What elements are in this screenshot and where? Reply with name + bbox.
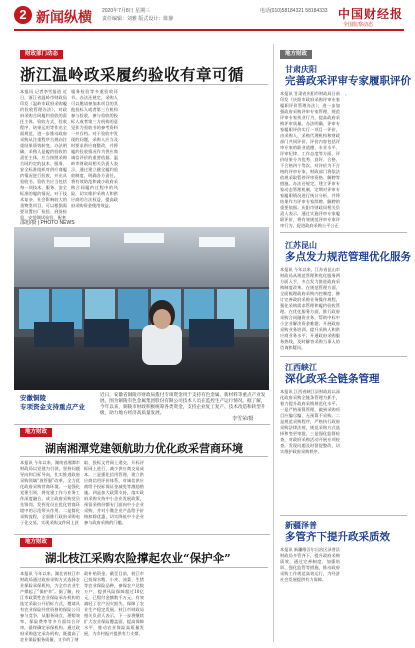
paper-name: 中国财经报 [338, 7, 404, 21]
page-number-badge: 2 [14, 6, 32, 24]
gansu-body-col-2: 。 [345, 91, 350, 96]
hunan-body-col-3 [148, 460, 208, 530]
section-tag: 地方财政 [20, 538, 52, 547]
lead-body-col-4 [173, 89, 220, 222]
hubei-body-col-1: 本报讯 今年以来，湖北省枝江市财政局通过政府采购方式选择农业保险承保机构，为全市农业生产撑起了“保护伞”。据了解，枝江市政策性农业保险承办机构的选定采取公开招标方式，邀请具有农业保险经营资格的保险公司参与竞争，从服务网点、理赔效率、保险费率等多方面综合评审，最终确定承保机构。通过政府采购选定承办机构，既提高了农业保险服务质量，又节约了财 [20, 571, 80, 642]
lead-body-col-1: 本报讯 记者李雪报道 近日，浙江省温岭市财政局印发《温岭市政府采购履约验收管理办法》，对政府采购合同履约验收的责任主体、验收方式、验收程序、结果运用等作出全面规范，进一步推动政府采购从注重程序合规向注重结果绩效转变。办法明确，采购人是履约验收的责任主体，应当按照采购合同约定的技术、服务、安全标准组织对供应商履约情况进行验收，并出具验收书。验收书应当包括每一项技术、服务、安全标准的履约情况。对于技术复杂、社会影响较大的货物类项目，可以根据需要设置出厂检验、到货检验、安装调试检验、配套 [20, 89, 67, 220]
hunan-body-col-1: 本报讯 今年以来，湖南省湘潭市财政局以党建为引领，坚持问题导向和目标导向，扎实推进政府采购领域“放管服”改革，全力优化政府采购营商环境。一是强化党建引领，将党建工作与业务工作深度融合，成立政府采购党员先锋岗，发挥党员在优化营商环境中的示范带头作用。二是简化采购流程，全面推行政府采购电子化交易，实现采购文件网上获 [20, 460, 80, 525]
kunshan-body-col-1: 本报讯 今年以来，江苏省昆山市财政局从规范管理和优化服务两方面入手，多点发力推进政府采购制度改革。在规范管理方面，全面梳理政府采购内控制度，修订完善政府采购业务操作规程，强化采购需求管理和履约验收管理。在优化服务方面，推行政府采购合同融资业务，帮助中标中小企业解决资金难题；开展政府采购业务培训，提升采购人和供应商业务水平；开通政府采购服务热线，及时解答采购当事人的咨询和疑问。 [280, 267, 340, 350]
kunshan-headline-line-1: 江苏昆山 [285, 240, 317, 250]
column-divider [273, 44, 274, 642]
paper-tagline: 全国监察动态 [343, 22, 374, 28]
gansu-headline-line-2: 完善政采评审专家履职评价 [285, 75, 411, 87]
xinjiang-headline-line-1: 新疆泽普 [285, 520, 317, 530]
jiangxi-body-col-2 [345, 389, 407, 511]
jiangxi-headline-line-1: 江西峡江 [285, 362, 317, 372]
section-tag: 地方财政 [280, 50, 312, 59]
date-line: 2020年7月8日 星期三 [102, 8, 151, 14]
section-tag: 地方财政 [20, 428, 52, 437]
hubei-body-col-3 [148, 571, 208, 643]
phone-line: 电话(010)58184321 58184333 [260, 8, 328, 14]
photo-caption: 近日，安徽省铜陵市财政局拨付专项资金用于支持有色金属、新材料等重点产业发展。图为铜陵有色金属集团股份有限公司技术人员在监控生产运行情况。据了解，今年以来，铜陵市财政积极统筹各类资金，支持企业复工复产、技术改造和转型升级，助力地方经济高质量发展。 [100, 393, 266, 416]
photo-title-line-2: 专项资金支持重点产业 [20, 403, 85, 411]
gansu-headline-line-1: 甘肃庆阳 [285, 64, 317, 74]
photo-credit: 邵旭/摄 | PHOTO NEWS [20, 220, 75, 226]
xinjiang-body-col-1: 本报讯 新疆维吾尔自治区泽普县财政局多管齐下，提升政府采购质效。通过完善制度、加强培训、强化监管等措施，推动政府采购工作规范高效运行，为经济社会发展提供有力保障。 [280, 547, 340, 582]
masthead-rule [14, 29, 404, 31]
news-photo [14, 227, 269, 390]
hunan-body-col-4 [212, 460, 270, 530]
lead-body-col-5 [224, 89, 270, 222]
photo-photographer: 李雪荣/摄 [232, 416, 254, 422]
control-room-image [14, 227, 269, 390]
jiangxi-body-col-1: 本报讯 江西省峡江县财政局以深化政府采购全链条管理为抓手，着力提升政府采购规范化水平。一是严格预算管理，做到采购项目应编尽编，无预算不采购。二是规范采购程序，严格执行政府采购法律法规，规范采购方式选择和变更审批。三是强化监督检查，对政府采购活动开展专项检查，发现问题及时督促整改，切实维护政府采购秩序。 [280, 389, 340, 454]
jiangxi-headline-line-2: 深化政采全链条管理 [285, 373, 380, 385]
lead-body-col-3 [122, 89, 169, 222]
xinjiang-headline-line-2: 多管齐下提升政采质效 [285, 531, 390, 543]
divider [20, 567, 268, 568]
hunan-headline: 湖南湘潭党建领航助力优化政采营商环境 [45, 442, 243, 455]
lead-headline: 浙江温岭政采履约验收有章可循 [20, 65, 245, 84]
masthead [0, 0, 415, 40]
section-title: 新闻纵横 [36, 10, 92, 26]
editor-line: 责任编辑：刘雅 版式设计：陈静 [102, 16, 174, 22]
divider [280, 515, 407, 516]
hubei-body-col-2: 政补贴资金。截至目前，枝江市已投保水稻、小麦、油菜、生猪等农业保险品种，参保农户达数万户，提供风险保障超过10亿元，已赔付金额数千万元，有效减轻了农户因灾损失，保障了农业生产稳定发展。枝江市财政局相关负责人表示，下一步将继续扩大农业保险覆盖面，提高保障水平，推动农业保险高质量发展，为乡村振兴提供有力支撑。 [84, 571, 144, 636]
photo-title-line-1: 安徽铜陵 [20, 394, 46, 402]
section-tag: 财政部门动态 [20, 50, 63, 59]
divider [20, 84, 268, 85]
divider [14, 534, 270, 535]
hunan-body-col-2: 取、投标文件网上递交、开标评标网上进行，减少供应商交易成本。三是强化信用管理，建立供应商信用评价体系，对诚信供应商给予投标保证金减免等激励措施。四是加大政策支持，落实政府采购支持中小企业发展政策，预留采购份额专门面向中小企业采购，并对小微企业产品给予价格扣除优惠，切实降低中小企业参与政府采购的门槛。 [84, 460, 144, 525]
hubei-headline: 湖北枝江采购农险撑起农业“保护伞” [45, 551, 231, 565]
divider [280, 356, 407, 357]
hubei-body-col-4 [212, 571, 270, 643]
lead-body-col-2: 服务检验等多重验收环节。办法还规定，采购人可以邀请参加本项目的其他投标人或者第三方机构参与验收，参与验收的投标人或者第三方机构的意见作为验收书的参考资料一并存档。对于验收中发现的问题，采购人应当及时要求供应商整改，并将履约验收情况作为供应商诚信评价的重要依据。温岭市财政局相关负责人表示，通过建立健全履约验收制度，明确各方责任，将有效防范和减少政府采购合同履约过程中的风险，切实维护采购人和供应商的合法权益，提高政府采购资金使用效益。 [71, 89, 118, 208]
gansu-body-col-1: 本报讯 甘肃省庆阳市财政局日前印发《庆阳市政府采购评审专家履职评价管理办法》，进一步加强政府采购评审专家管理，规范评审专家执业行为，提高政府采购评审质量。办法明确，评审专家履职评价实行一项目一评价，由采购人、采购代理机构和财政部门共同评价。评价内容包括评审专家的职业道德、专业水平、评审纪律、工作态度等方面，评价结果分为优秀、良好、合格、不合格四个等次。对评价为不合格的评审专家，财政部门将依法依规采取暂停评审资格、解聘等措施。办法还规定，建立评审专家动态管理机制，定期对评审专家履职情况进行统计分析，并将结果作为评审专家续聘、解聘的重要依据。庆阳市财政局相关负责人表示，通过实施评审专家履职评价，将有效规范评审专家评审行为，促进政府采购公平公正 [280, 91, 340, 228]
kunshan-body-col-2 [345, 267, 407, 352]
xinjiang-body-col-2 [345, 547, 407, 643]
divider [20, 456, 268, 457]
divider [14, 424, 270, 425]
divider [280, 232, 407, 233]
kunshan-headline-line-2: 多点发力规范管理优化服务 [285, 251, 411, 263]
